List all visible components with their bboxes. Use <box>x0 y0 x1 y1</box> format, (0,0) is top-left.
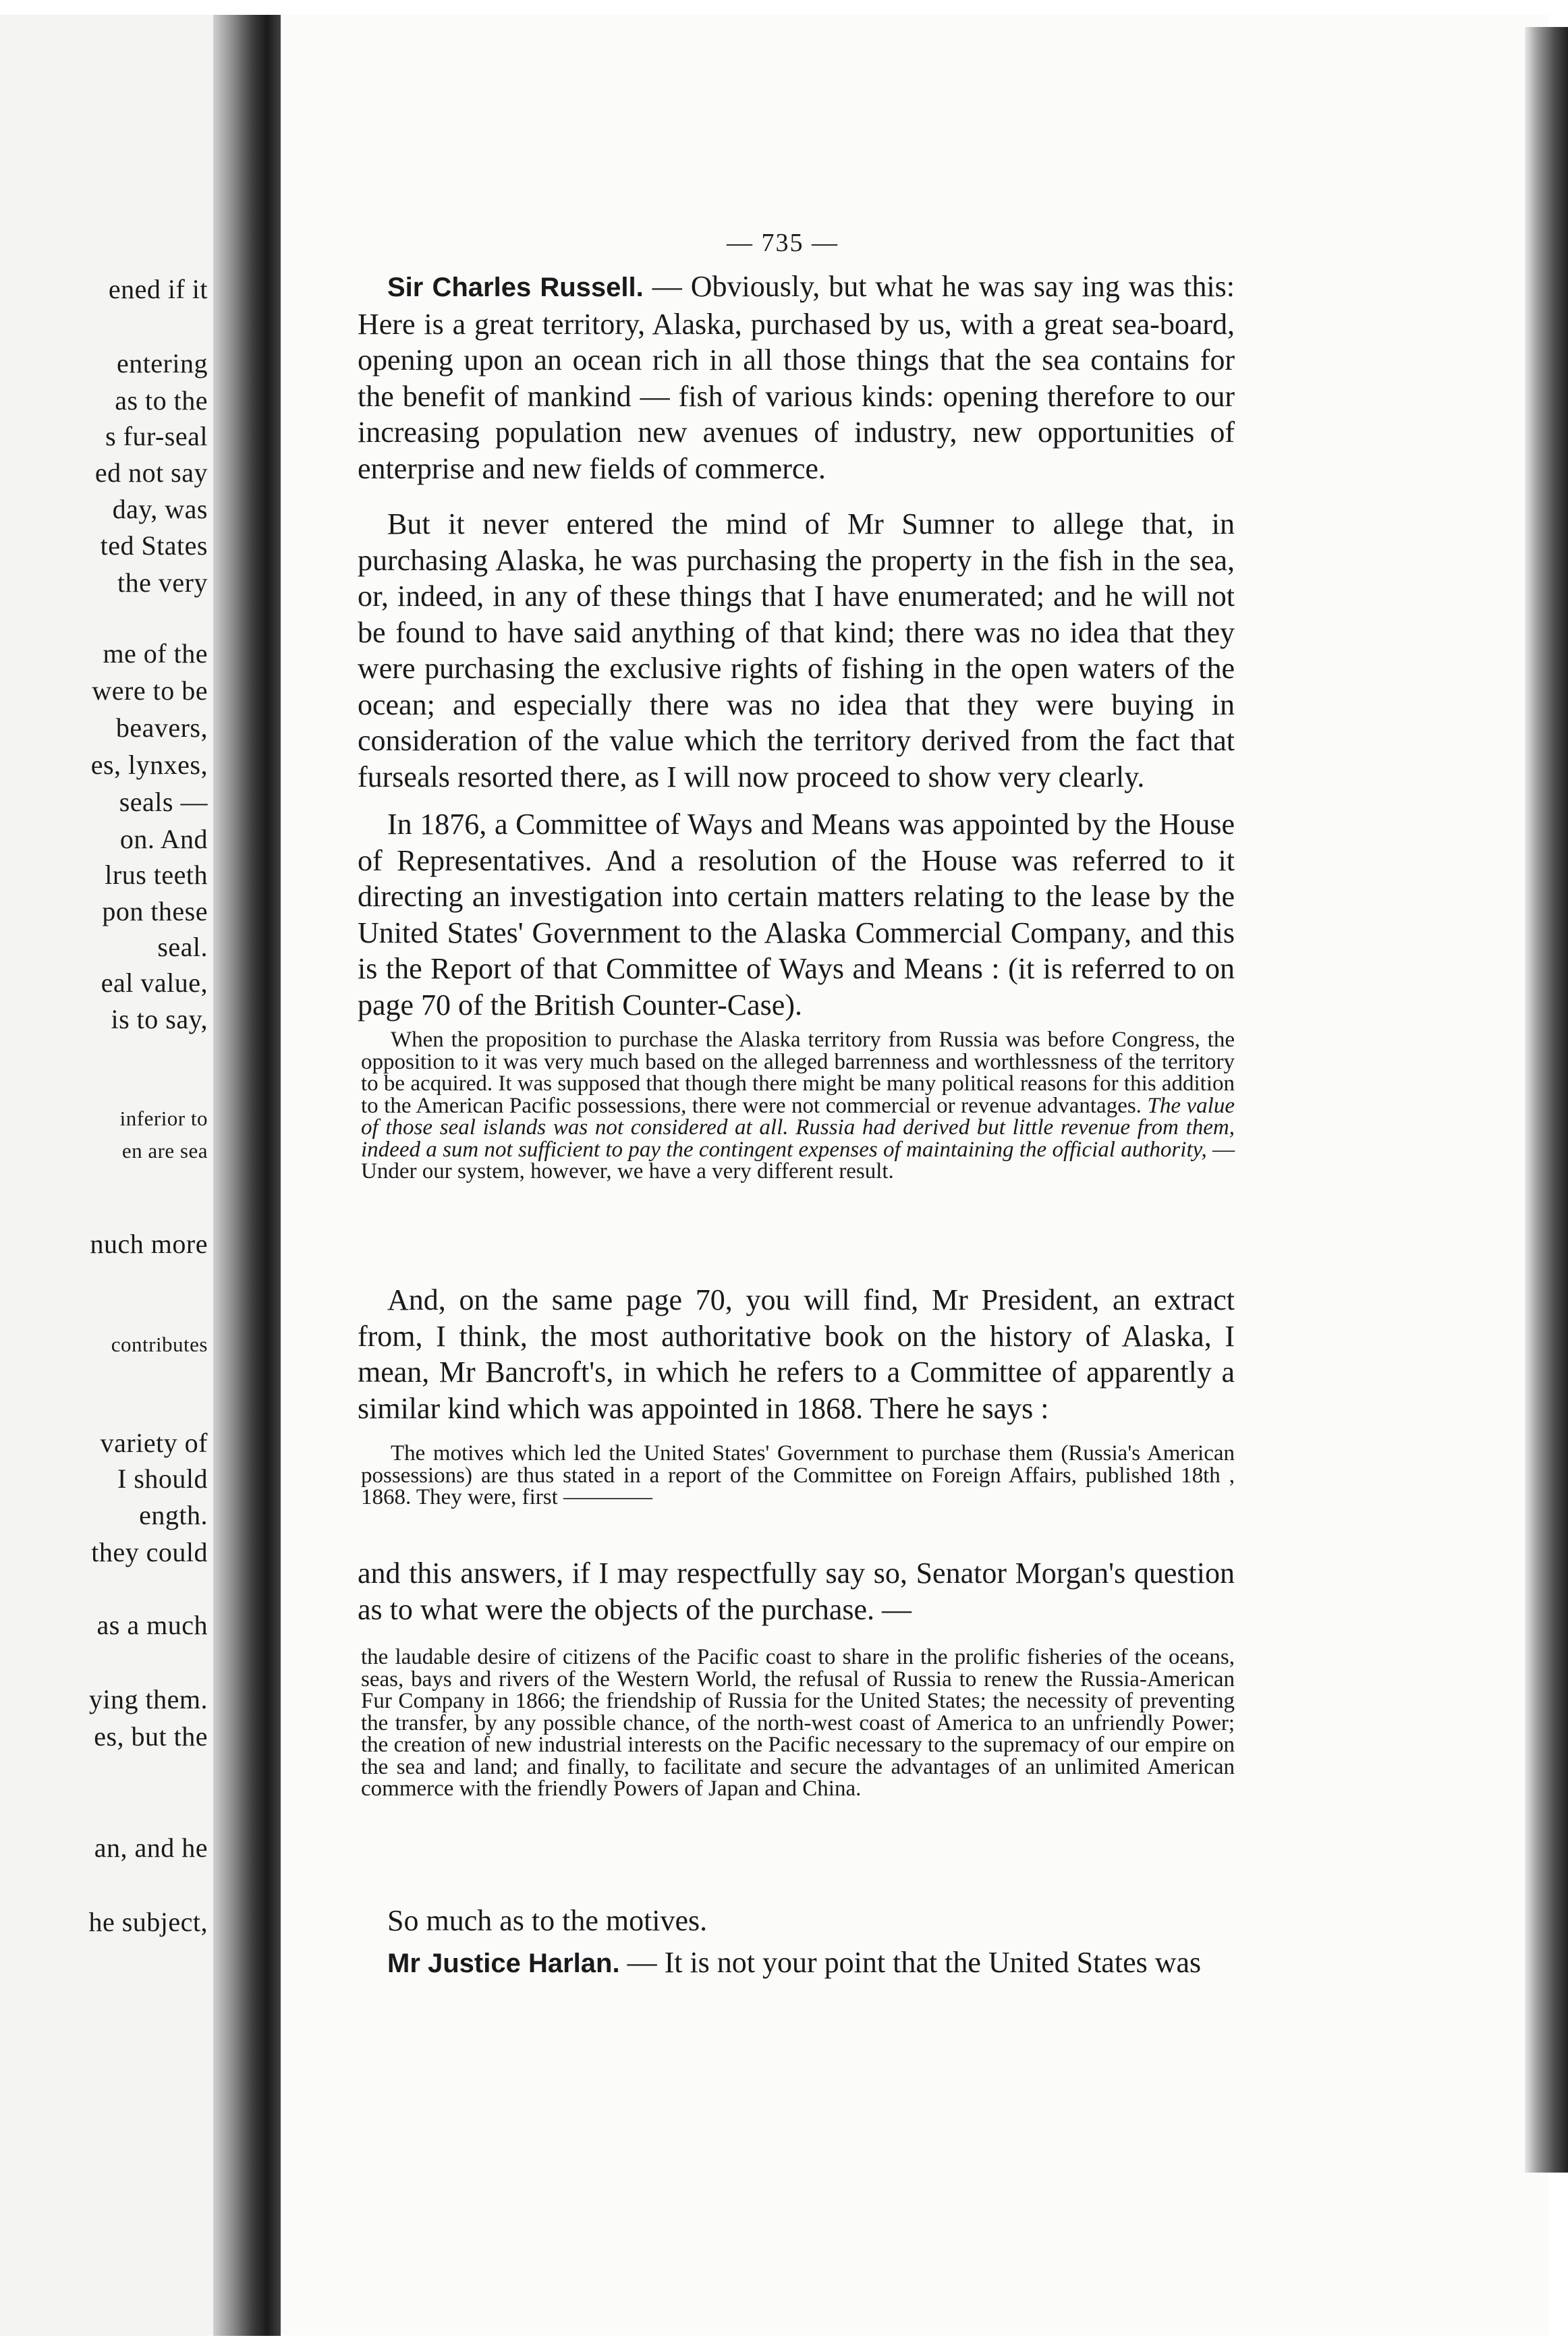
paragraph-text: — It is not your point that the United States was <box>619 1946 1202 1979</box>
facing-page-line: contributes <box>111 1333 208 1356</box>
facing-page-line: beavers, <box>115 712 208 743</box>
speaker-name: Sir Charles Russell. <box>387 273 644 302</box>
paragraph-morgan <box>358 1555 1235 1627</box>
facing-page-line: I should <box>117 1463 208 1494</box>
paragraph-harlan <box>358 1945 1235 1982</box>
facing-page-line: he subject, <box>88 1907 208 1937</box>
paragraph-motives <box>358 1903 1235 1939</box>
quote-text: When the proposition to purchase the Alaska territory from Russia was before Congress, the opposition to it was very much based on the alleged barrenness and worthlessness of the territory to be acquired. It was supposed that though there might be many political reasons for this addition to the American Pacific possessions, there were not commercial or revenue advantages. <box>361 1028 1235 1118</box>
facing-page-line: ened if it <box>108 274 208 304</box>
facing-page-line: pon these <box>102 896 208 926</box>
page-number: — 735 — <box>727 229 839 257</box>
facing-page-line: inferior to <box>119 1107 208 1130</box>
facing-page-line: as to the <box>115 385 208 416</box>
facing-page-line: were to be <box>92 675 208 706</box>
paragraph-text: and this answers, if I may respectfully say so, Senator Morgan's question as to what were the objects of the purchase. — <box>358 1557 1235 1626</box>
facing-page-line: ed not say <box>94 457 208 488</box>
facing-page-line: me of the <box>103 638 208 669</box>
facing-page-line: en are sea <box>121 1139 208 1163</box>
facing-page-line: an, and he <box>94 1833 208 1863</box>
facing-page-line: eal value, <box>101 968 208 998</box>
quotation-motives-list <box>361 1646 1235 1800</box>
facing-page-fragment <box>0 15 213 2336</box>
paragraph-text: In 1876, a Committee of Ways and Means was appointed by the House of Representatives. And a resolution of the House was referred to it directing an investigation into certain matters relating to the lease by the United States' Government to the Alaska Commercial Company, and this is the Report of that Committee of Ways and Means : (it is referred to on page 70 of the British Counter-Case). <box>358 808 1235 1022</box>
facing-page-line: variety of <box>100 1428 208 1458</box>
quote-text: the laudable desire of citizens of the Pacific coast to share in the prolific fisheries of the oceans, seas, bays and rivers of the Western World, the refusal of Russia to renew the Russia-American Fur Company in 1866; the friendship of Russia for the United States; the necessity of preventing the transfer, by any possible chance, of the north-west coast of America to an unfriendly Power; the creation of new industrial interests on the Pacific necessary to the supremacy of our empire on the sea and land; and finally, to facilitate and secure the advantages of an unlimited American commerce with the friendly Powers of Japan and China. <box>361 1645 1235 1801</box>
facing-page-line: es, but the <box>94 1721 208 1752</box>
book-gutter <box>213 15 281 2336</box>
facing-page-line: entering <box>116 348 208 379</box>
facing-page-line: is to say, <box>111 1004 208 1034</box>
quote-italic-text: The value of those seal islands was not considered at all. Russia had derived but little revenue from them, indeed a sum not sufficient to pay the contingent expenses of maintaining the official authority, <box>361 1093 1235 1162</box>
quote-text-end: — Under our system, however, we have a very different result. <box>361 1137 1235 1183</box>
quote-text: The motives which led the United States' Government to purchase them (Russia's American possessions) are thus stated in a report of the Committee on Foreign Affairs, published 18th , 1868. They were, first ———— <box>361 1441 1235 1509</box>
facing-page-line: seal. <box>157 932 208 962</box>
facing-page-line: the very <box>117 567 208 598</box>
paragraph-bancroft <box>358 1282 1235 1426</box>
facing-page-line: nuch more <box>90 1229 208 1259</box>
facing-page-line: on. And <box>119 824 208 854</box>
paragraph-sumner <box>358 506 1235 795</box>
facing-page-line: seals — <box>119 787 208 817</box>
facing-page-line: as a much <box>96 1610 208 1640</box>
paragraph-committee <box>358 806 1235 1023</box>
facing-page-line: ength. <box>139 1500 208 1530</box>
page-edge <box>1525 27 1568 2173</box>
facing-page-line: ted States <box>100 530 208 561</box>
facing-page-line: s fur-seal <box>105 421 208 451</box>
speaker-name: Mr Justice Harlan. <box>387 1949 620 1978</box>
paragraph-text: So much as to the motives. <box>387 1904 708 1937</box>
paragraph-russell <box>358 269 1235 486</box>
quotation-motives-intro <box>361 1443 1235 1509</box>
paragraph-text: But it never entered the mind of Mr Sumner to allege that, in purchasing Alaska, he was purchasing the property in the fish in the sea, or, indeed, in any of these things that I have enumerated; and he will not be found to have said anything of that kind; there was no idea that they were purchasing the exclusive rights of fishing in the open waters of the ocean; and especially there was no idea that they were buying in consideration of the value which the territory derived from the fact that furseals resorted there, as I will now proceed to show very clearly. <box>358 507 1235 793</box>
paragraph-text: — Obviously, but what he was say ing was this: Here is a great territory, Alaska, purchased by us, with a great sea-board, opening upon an ocean rich in all those things that the sea contains for the benefit of mankind — fish of various kinds: opening therefore to our increasing population new avenues of industry, new opportunities of enterprise and new fields of commerce. <box>358 270 1235 485</box>
facing-page-line: ying them. <box>88 1684 208 1714</box>
paragraph-text: And, on the same page 70, you will find, Mr President, an extract from, I think, the most authoritative book on the history of Alaska, I mean, Mr Bancroft's, in which he refers to a Committee of apparently a similar kind which was appointed in 1868. There he says : <box>358 1283 1235 1425</box>
facing-page-line: lrus teeth <box>105 860 208 890</box>
facing-page-line: they could <box>91 1537 208 1567</box>
quotation-report <box>361 1029 1235 1183</box>
facing-page-line: day, was <box>112 494 208 524</box>
facing-page-line: es, lynxes, <box>90 750 208 780</box>
